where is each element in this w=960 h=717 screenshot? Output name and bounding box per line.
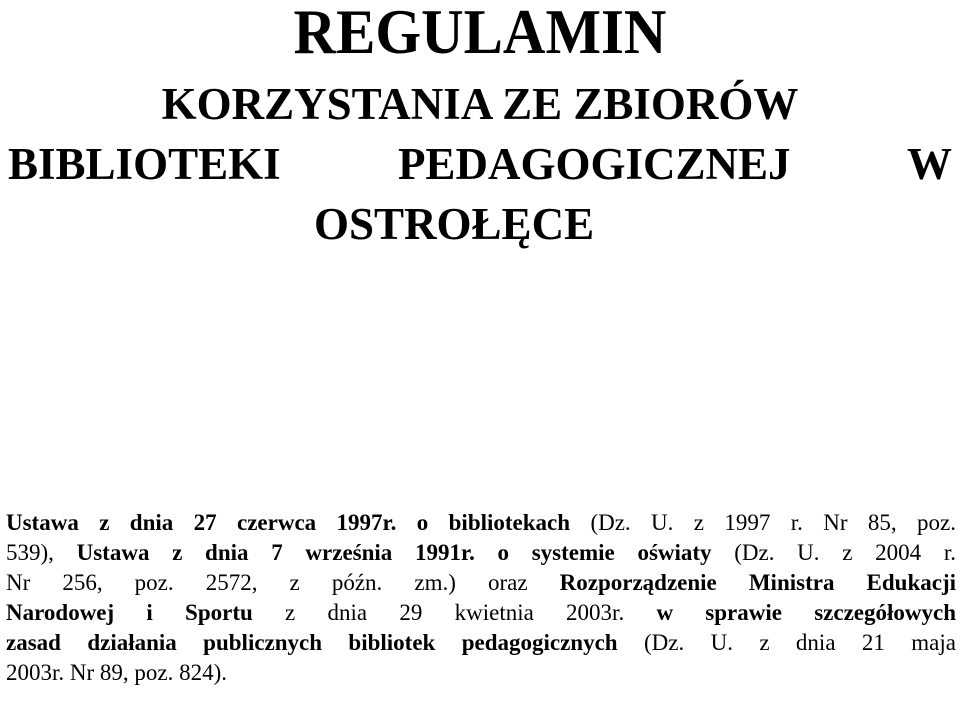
act-libraries: Ustawa z dnia 27 czerwca 1997r. o bibliotekach <box>6 510 571 535</box>
paragraph-line-6 <box>6 658 956 688</box>
paragraph-line-5 <box>6 628 956 658</box>
regulation-title-cont: Narodowej i Sportu <box>6 600 253 625</box>
regulation-date: z dnia 29 kwietnia 2003r. <box>252 600 657 625</box>
act-education-ref: (Dz. U. z 2004 r. <box>711 540 956 565</box>
act-education-ref-cont: Nr 256, poz. 2572, z późn. zm.) oraz <box>6 570 560 595</box>
subtitle-line-1: KORZYSTANIA ZE ZBIORÓW <box>161 79 799 129</box>
paragraph-line-4 <box>6 598 956 628</box>
document-title: REGULAMIN <box>293 0 667 67</box>
subtitle-line-2: BIBLIOTEKI PEDAGOGICZNEJ W <box>8 139 952 189</box>
regulation-subject-cont: zasad działania publicznych bibliotek pedagogicznych <box>6 630 618 655</box>
document-subtitle <box>0 74 960 254</box>
act-libraries-ref: (Dz. U. z 1997 r. Nr 85, poz. <box>570 510 956 535</box>
title-block <box>0 0 960 254</box>
regulation-ref: (Dz. U. z dnia 21 maja <box>617 630 956 655</box>
act-libraries-ref-cont: 539), <box>6 540 77 565</box>
legal-basis-paragraph <box>6 508 956 688</box>
regulation-title: Rozporządzenie Ministra Edukacji <box>559 570 957 595</box>
regulation-ref-cont: 2003r. Nr 89, poz. 824). <box>6 660 228 685</box>
paragraph-line-1 <box>6 508 956 538</box>
paragraph-line-2 <box>6 538 956 568</box>
subtitle-line-3: OSTROŁĘCE <box>314 199 595 249</box>
paragraph-line-3 <box>6 568 956 598</box>
regulation-subject: w sprawie szczegółowych <box>656 600 957 625</box>
act-education-system: Ustawa z dnia 7 września 1991r. o systemie oświaty <box>76 540 712 565</box>
